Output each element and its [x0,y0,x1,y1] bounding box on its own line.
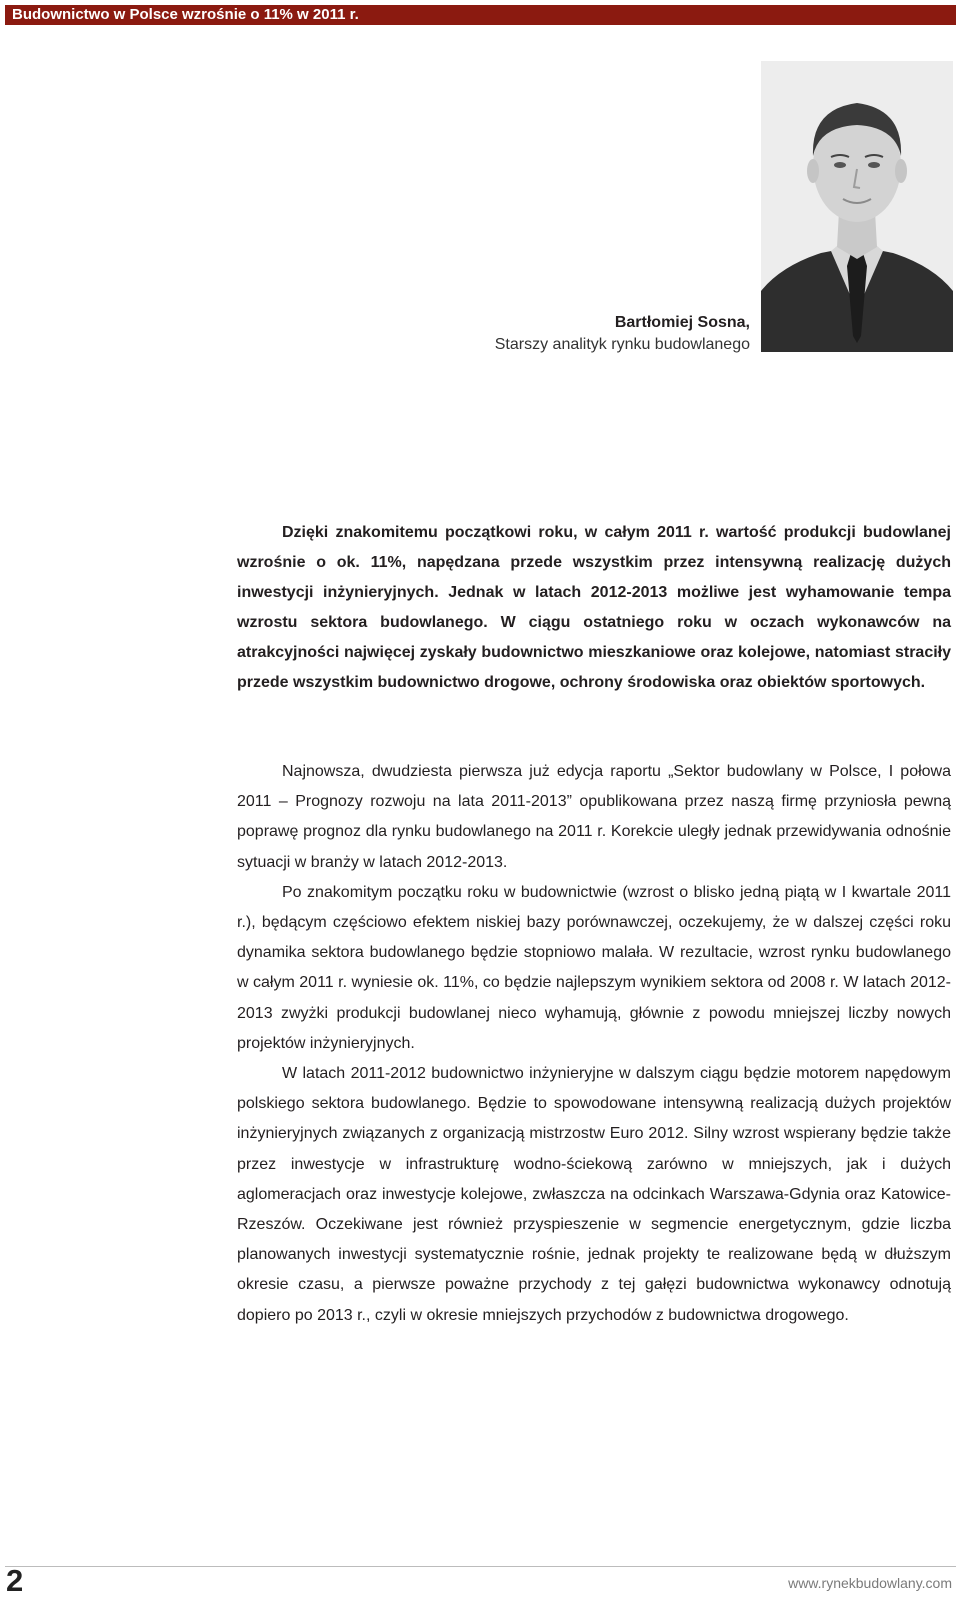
website-link[interactable]: www.rynekbudowlany.com [788,1575,952,1591]
page-number: 2 [6,1563,24,1598]
body-paragraph: W latach 2011-2012 budownictwo inżynieryjne w dalszym ciągu będzie motorem napędowym polskiego sektora budowlanego. Będzie to spowodowane intensywną realizacją dużych projektów inżynieryjnych związanych z organizacją mistrzostw Euro 2012. Silny wzrost wspierany będzie także przez inwestycje w infrastrukturę wodno-ściekową zarówno w mniejszych, jak i dużych aglomeracjach oraz inwestycje kolejowe, zwłaszcza na odcinkach Warszawa-Gdynia oraz Katowice-Rzeszów. Oczekiwane jest również przyspieszenie w segmencie energetycznym, gdzie liczba planowanych inwestycji systematycznie rośnie, jednak projekty te realizowane będą w dłuższym okresie czasu, a pierwsze poważne przychody z tej gałęzi budownictwa wykonawcy odnotują dopiero po 2013 r., czyli w okresie mniejszych przychodów z budownictwa drogowego. [237,1065,951,1324]
header-bar [5,5,956,25]
author-photo [761,61,953,352]
body-paragraph: Najnowsza, dwudziesta pierwsza już edycja raportu „Sektor budowlany w Polsce, I połowa 2011 – Prognozy rozwoju na lata 2011-2013” opublikowana przez naszą firmę przyniosła pewną poprawę prognoz dla rynku budowlanego na 2011 r. Korekcie uległy jednak przewidywania odnośnie sytuacji w branży w latach 2012-2013. [237,763,951,871]
footer-divider [5,1566,956,1567]
author-name: Bartłomiej Sosna, [614,314,750,331]
portrait-image [761,61,953,352]
author-role: Starszy analityk rynku budowlanego [494,336,750,353]
page-title: Budownictwo w Polsce wzrośnie o 11% w 2011 r. [12,6,359,23]
author-caption [495,312,750,356]
body-paragraph: Po znakomitym początku roku w budownictwie (wzrost o blisko jedną piątą w I kwartale 2011 r.), będącym częściowo efektem niskiej bazy porównawczej, oczekujemy, że w dalszej części roku dynamika sektora budowlanego będzie stopniowo malała. W rezultacie, wzrost rynku budowlanego w całym 2011 r. wyniesie ok. 11%, co będzie najlepszym wynikiem sektora od 2008 r. W latach 2012-2013 zwyżki produkcji budowlanej nieco wyhamują, głównie z powodu mniejszej liczby nowych projektów inżynieryjnych. [237,883,951,1052]
lead-paragraph [237,518,951,698]
article-body [237,757,951,1331]
lead-text: Dzięki znakomitemu początkowi roku, w całym 2011 r. wartość produkcji budowlanej wzrośnie o ok. 11%, napędzana przede wszystkim przez intensywną realizację dużych inwestycji inżynieryjnych. Jednak w latach 2012-2013 możliwe jest wyhamowanie tempa wzrostu sektora budowlanego. W ciągu ostatniego roku w oczach wykonawców na atrakcyjności najwięcej zyskały budownictwo mieszkaniowe oraz kolejowe, natomiast straciły przede wszystkim budownictwo drogowe, ochrony środowiska oraz obiektów sportowych. [237,524,951,691]
